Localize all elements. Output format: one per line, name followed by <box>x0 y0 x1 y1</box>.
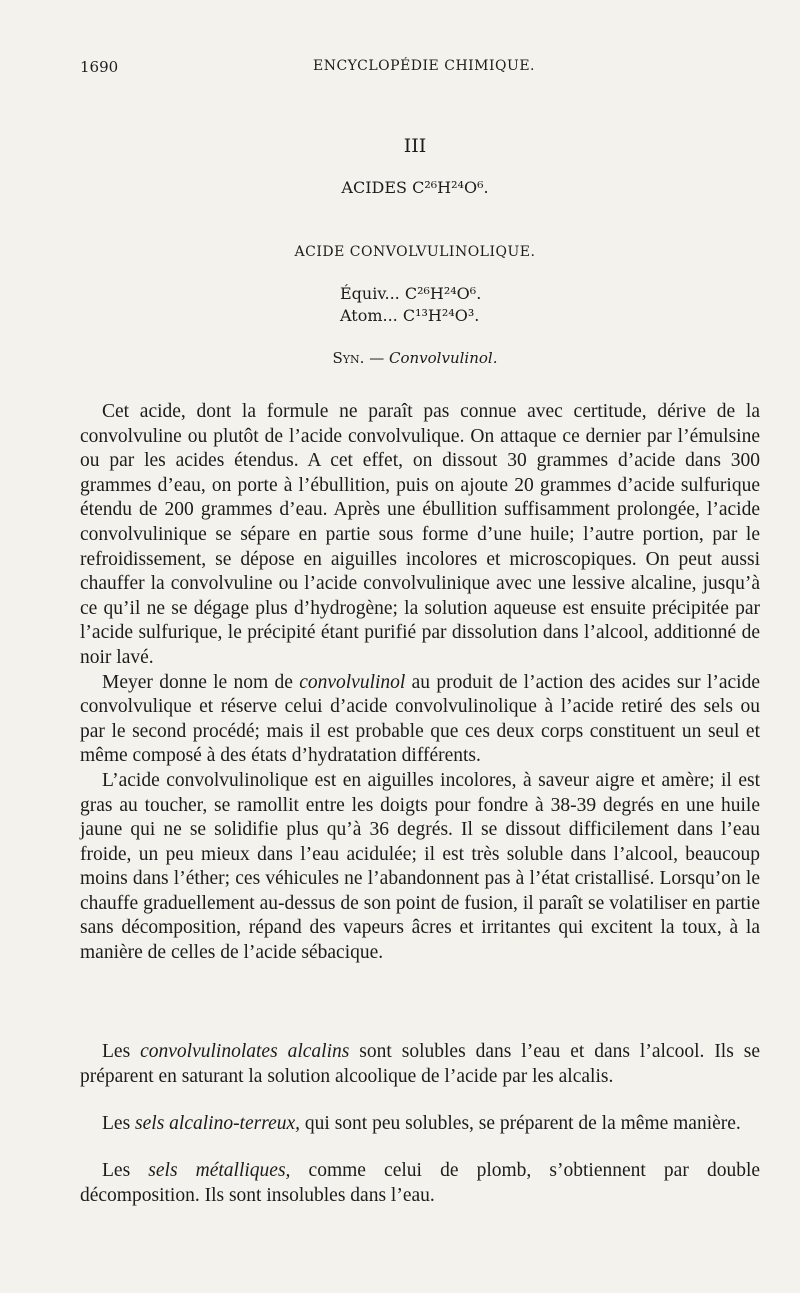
acid-heading: ACIDE CONVOLVULINOLIQUE. <box>294 244 536 260</box>
text-run: Les <box>102 1113 136 1134</box>
main-text <box>80 400 760 966</box>
formula-block <box>340 283 481 327</box>
text-run: comme celui de plomb, s’obtiennent par double décomposition. Ils sont insolubles dans l’eau. <box>80 1160 761 1206</box>
emphasis: convolvulinol <box>299 671 406 693</box>
emphasis: convolvulinolates alcalins <box>140 1041 350 1062</box>
paragraph-properties: L’acide convolvulinolique est en aiguilles incolores, à saveur aigre et amère; il est gras au toucher, se ramollit entre les doigts pour fondre à 38-39 degrés en une huile jaune qui ne se solidifie plus qu’à 36 degrés. Il se dissout difficilement dans l’eau froide, un peu mieux dans l’eau acidulée; il est très soluble dans l’alcool, beaucoup moins dans l’éther; ces véhicules ne l’abandonnent pas à l’état cristallisé. Lorsqu’on le chauffe graduellement au-dessus de son point de fusion, il paraît se volatiliser en partie sans décomposition, répand des vapeurs âcres et irritantes qui excitent la toux, à la manière de celles de l’acide sébacique. <box>80 769 760 964</box>
synonym-value: Convolvulinol. <box>389 349 498 367</box>
atomic-formula: Atom... C¹³H²⁴O³. <box>340 306 480 325</box>
paragraph-meyer <box>80 671 760 769</box>
paragraph <box>80 1112 760 1137</box>
synonym-label: Syn. — <box>332 349 385 367</box>
section-title: ACIDES C²⁶H²⁴O⁶. <box>341 178 489 197</box>
emphasis: sels alcalino-terreux, <box>135 1113 301 1134</box>
text-run: sont solubles dans l’eau et dans l’alcool. Ils se préparent en saturant la solution alcoolique de l’acide par les alcalis. <box>80 1041 761 1087</box>
paragraph-metallic-salts <box>80 1159 760 1208</box>
paragraph-earth-salts <box>80 1112 760 1137</box>
text-run: qui sont peu solubles, se préparent de la même manière. <box>300 1113 741 1134</box>
equivalent-formula: Équiv... C²⁶H²⁴O⁶. <box>340 284 482 303</box>
paragraph-preparation: Cet acide, dont la formule ne paraît pas connue avec certitude, dérive de la convolvuline ou plutôt de l’acide convolvulique. On attaque ce dernier par l’émulsine ou par les acides étendus. A cet effet, on dissout 30 grammes d’acide dans 300 grammes d’eau, on porte à l’ébullition, puis on ajoute 20 grammes d’acide sulfurique étendu de 200 grammes d’eau. Après une ébullition suffisamment prolongée, l’acide convolvulinique se sépare en partie sous forme d’une huile; l’autre portion, par le refroidissement, se dépose en aiguilles incolores et microscopiques. On peut aussi chauffer la convolvuline ou l’acide convolvulinique avec une lessive alcaline, jusqu’à ce qu’il ne se dégage plus d’hydrogène; la solution aqueuse est ensuite précipitée par l’acide sulfurique, le précipité étant purifié par dissolution dans l’alcool, additionné de noir lavé. <box>80 401 760 668</box>
paragraph <box>80 1040 760 1089</box>
text-run: Les <box>102 1041 141 1062</box>
text-run: Meyer donne le nom de <box>102 671 300 693</box>
text-run: au produit de l’action des acides sur l’acide convolvulique et réserve celui d’acide convolvulinolique à l’acide retiré des sels ou par le second procédé; mais il est probable que ces deux corps constituent un seul et même composé à des états d’hydratation différents. <box>80 671 760 767</box>
paragraph <box>80 1159 760 1208</box>
running-title: ENCYCLOPÉDIE CHIMIQUE. <box>313 58 535 74</box>
synonym-line <box>0 349 800 367</box>
emphasis: sels métalliques, <box>148 1160 291 1181</box>
paragraph-alkaline-salts <box>80 1040 760 1089</box>
text-run: Les <box>102 1160 149 1181</box>
section-number: III <box>403 135 427 157</box>
page-number: 1690 <box>80 58 119 76</box>
running-head <box>80 58 768 82</box>
